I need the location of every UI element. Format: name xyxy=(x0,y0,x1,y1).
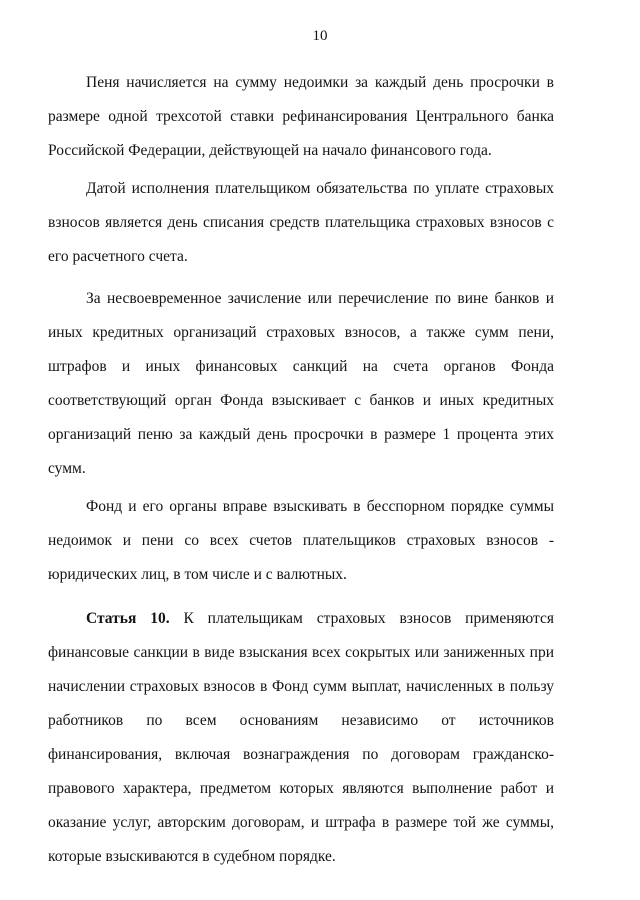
paragraph-penalty-accrual: Пеня начисляется на сумму недоимки за каждый день просрочки в размере одной трехсотой ставки рефинансирования Центрального банка Российской Федерации, действующей на начало финансового года. xyxy=(48,74,554,159)
document-body xyxy=(48,66,554,874)
article-title: Статья 10. xyxy=(86,610,170,627)
article-text: К плательщикам страховых взносов применяются финансовые санкции в виде взыскания всех сокрытых или заниженных при начислении страховых взносов в Фонд сумм выплат, начисленных в пользу работников по всем основаниям независимо от источников финансирования, включая вознаграждения по договорам гражданско-правового характера, предметом которых являются выполнение работ и оказание услуг, авторским договорам, и штрафа в размере той же суммы, которые взыскиваются в судебном порядке. xyxy=(48,610,554,865)
paragraph-bank-penalty: За несвоевременное зачисление или перечисление по вине банков и иных кредитных организаций страховых взносов, а также сумм пени, штрафов и иных финансовых санкций на счета органов Фонда соответствующий орган Фонда взыскивает с банков и иных кредитных организаций пеню за каждый день просрочки в размере 1 процента этих сумм. xyxy=(48,290,554,477)
article-10 xyxy=(48,602,554,874)
page-number: 10 xyxy=(312,28,328,44)
paragraph-payment-date: Датой исполнения плательщиком обязательства по уплате страховых взносов является день списания средств плательщика страховых взносов с его расчетного счета. xyxy=(48,180,554,265)
paragraph-undisputed-recovery: Фонд и его органы вправе взыскивать в бесспорном порядке суммы недоимок и пени со всех счетов плательщиков страховых взносов - юридических лиц, в том числе и с валютных. xyxy=(48,498,554,583)
